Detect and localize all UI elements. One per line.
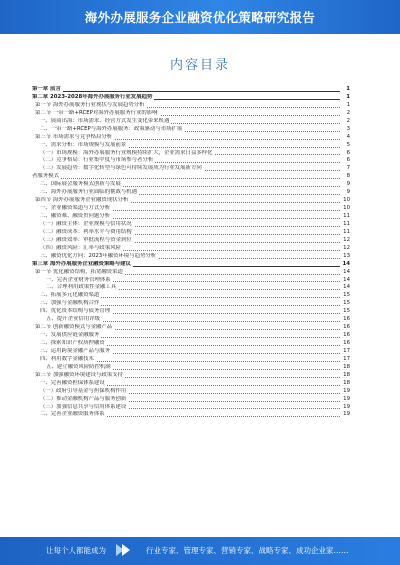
toc-entry-title: （一）政府引导基金与担保机构作用 — [32, 388, 128, 396]
toc-title: 内容目录 — [169, 58, 230, 73]
toc-entry[interactable] — [32, 372, 350, 380]
toc-entry[interactable] — [32, 118, 350, 126]
toc-leader — [32, 91, 340, 92]
toc-page-number: 18 — [340, 380, 350, 388]
toc-entry-title: （二）融资成本：利率水平与费用结构 — [32, 229, 134, 237]
toc-entry-title: （三）发展趋势：数字化转型与绿色可持续发展成为行业发展新方向 — [32, 165, 204, 173]
toc-entry-title: 二、拓展多元化融资渠道 — [32, 292, 101, 300]
toc-entry-title: 五、提升企业信用评级 — [32, 316, 102, 324]
toc-entry[interactable] — [32, 205, 350, 213]
toc-page-number: 16 — [340, 324, 350, 332]
toc-entry[interactable] — [32, 229, 350, 237]
toc-entry-title: 二、国际展会服务模式创新与发展 — [32, 181, 123, 189]
toc-page-number: 11 — [340, 229, 350, 237]
toc-entry-title: 五、建立融资风险防控机制 — [32, 364, 113, 372]
toc-page-number: 18 — [340, 364, 350, 372]
toc-page-number: 10 — [340, 205, 350, 213]
toc-entry-title: 二、探索知识产权质押融资 — [32, 340, 107, 348]
table-of-contents — [32, 86, 350, 419]
toc-entry[interactable] — [32, 324, 350, 332]
toc-entry-title: 二、一带一路+RCEP与海外办展服务：政策驱动与市场扩展 — [32, 126, 184, 134]
toc-entry[interactable] — [32, 300, 350, 308]
toc-entry-title: 第四节 海外办展服务企业融资现状分析 — [32, 197, 130, 205]
toc-entry-title: 者服务模式 — [32, 173, 59, 180]
toc-page-number: 2 — [340, 110, 350, 118]
toc-page-number: 16 — [340, 316, 350, 324]
toc-page-number: 11 — [340, 221, 350, 229]
toc-page-number: 1 — [340, 86, 350, 94]
toc-page-number: 17 — [340, 348, 350, 356]
footer-slogan: 让每个人都能成为 — [46, 546, 106, 555]
toc-entry-title: 一、企业融资渠道与方式分析 — [32, 205, 112, 213]
toc-entry[interactable] — [32, 245, 350, 253]
toc-entry[interactable] — [32, 292, 350, 300]
toc-entry-title: （三）加强信息共享与信用体系建设 — [32, 404, 128, 412]
footer-bar — [0, 537, 400, 565]
toc-page-number: 19 — [340, 404, 350, 412]
toc-entry-title: 一、完善融资担保体系建设 — [32, 380, 107, 388]
toc-entry[interactable] — [32, 348, 350, 356]
toc-entry[interactable] — [32, 181, 350, 189]
footer-tagline: 行业专家、管理专家、营销专家、战略专家、成功企业家…… — [146, 546, 349, 555]
toc-entry[interactable] — [32, 316, 350, 324]
toc-entry[interactable] — [32, 364, 350, 372]
toc-entry[interactable] — [32, 277, 350, 285]
toc-page-number: 14 — [340, 284, 350, 292]
header-bar — [0, 0, 400, 34]
toc-entry[interactable] — [32, 110, 350, 118]
toc-page-number: 16 — [340, 340, 350, 348]
toc-page-number: 12 — [340, 237, 350, 245]
toc-entry[interactable] — [32, 340, 350, 348]
toc-entry[interactable] — [32, 380, 350, 388]
toc-page-number: 6 — [340, 150, 350, 158]
toc-entry[interactable] — [32, 411, 350, 419]
toc-entry-title: 第一章 前言 — [32, 86, 61, 92]
toc-page-number: 19 — [340, 396, 350, 404]
toc-entry-title: （四）融资风险：汇率与政策风险 — [32, 245, 123, 253]
toc-entry-title: 四、利用数字金融技术 — [32, 356, 96, 364]
toc-entry[interactable] — [32, 173, 350, 181]
toc-entry[interactable] — [32, 308, 350, 316]
toc-entry[interactable] — [32, 237, 350, 245]
toc-page-number: 16 — [340, 332, 350, 340]
toc-entry-title: 二、合理利用政策性金融工具 — [32, 284, 118, 292]
toc-entry-title: 第二节 一带一路+RCEP对海外办展服务行业的影响 — [32, 110, 160, 118]
toc-page-number: 19 — [340, 411, 350, 419]
toc-page-number: 14 — [340, 269, 350, 277]
toc-entry-title: （三）融资效率：审批流程与资金到位 — [32, 237, 134, 245]
toc-entry[interactable] — [32, 388, 350, 396]
toc-page-number: 9 — [340, 189, 350, 197]
toc-page-number: 10 — [340, 197, 350, 205]
toc-page-number: 3 — [340, 126, 350, 134]
toc-entry[interactable] — [32, 102, 350, 110]
toc-entry-title: （一）融资主体：企业规模与信用状况 — [32, 221, 134, 229]
toc-entry-title: （二）推动金融机构产品与服务创新 — [32, 396, 128, 404]
toc-page-number: 11 — [340, 213, 350, 221]
toc-page-number: 12 — [340, 245, 350, 253]
toc-entry-title: 二、融资难、融资贵问题分析 — [32, 213, 112, 221]
toc-entry[interactable] — [32, 213, 350, 221]
toc-page-number: 6 — [340, 157, 350, 165]
toc-entry[interactable] — [32, 86, 350, 94]
toc-page-number: 1 — [340, 102, 350, 110]
toc-entry[interactable] — [32, 284, 350, 292]
toc-page-number: 19 — [340, 388, 350, 396]
toc-entry[interactable] — [32, 396, 350, 404]
toc-entry-title: 三、海外办展服务行业面临的挑战与机遇 — [32, 189, 139, 197]
toc-page-number: 9 — [340, 181, 350, 189]
toc-page-number: 2 — [340, 118, 350, 126]
toc-entry[interactable] — [32, 94, 350, 102]
report-title: 海外办展服务企业融资优化策略研究报告 — [84, 10, 316, 25]
toc-entry[interactable] — [32, 269, 350, 277]
toc-entry-title: 一、展商出海：市场需求、经营方式发生变化带来机遇 — [32, 118, 171, 126]
toc-entry[interactable] — [32, 253, 350, 261]
toc-entry-title: 第一节 海外办展服务行业现状与发展趋势分析 — [32, 102, 147, 110]
toc-page-number: 13 — [340, 253, 350, 261]
toc-entry[interactable] — [32, 150, 350, 158]
toc-entry[interactable] — [32, 404, 350, 412]
toc-entry[interactable] — [32, 142, 350, 150]
toc-entry-title: 一、需求分析：市场规模与发展前景 — [32, 142, 128, 150]
toc-entry[interactable] — [32, 197, 350, 205]
toc-page-number: 4 — [340, 134, 350, 142]
arrow-icon — [122, 544, 130, 556]
toc-page-number: 15 — [340, 308, 350, 316]
toc-entry-title: 第一节 优化融资结构，拓宽融资渠道 — [32, 269, 125, 277]
toc-entry[interactable] — [32, 356, 350, 364]
toc-entry-title: 二、完善企业融资服务体系 — [32, 411, 107, 419]
toc-page-number: 17 — [340, 356, 350, 364]
toc-entry-title: 第二章 2023-2028年海外办展服务行业发展趋势 — [32, 93, 153, 100]
toc-entry[interactable] — [32, 165, 350, 173]
toc-page-number: 1 — [340, 94, 350, 102]
toc-entry[interactable] — [32, 221, 350, 229]
toc-entry-title: 第三章 海外办展服务企业融资策略与建议 — [32, 260, 131, 267]
toc-page-number: 14 — [340, 261, 350, 269]
toc-entry-title: （一）市场规模：海外办展服务行业规模持续扩大，企业需求日益多样化 — [32, 150, 215, 158]
toc-entry[interactable] — [32, 189, 350, 197]
toc-entry-title: 四、优化资本结构与债务管理 — [32, 308, 112, 316]
toc-entry-title: 第三节 加强融资环境建设与政策支持 — [32, 372, 125, 380]
toc-entry[interactable] — [32, 332, 350, 340]
toc-entry-title: 三、加强与金融机构合作 — [32, 300, 101, 308]
toc-entry-title: 第三节 市场需求与竞争格局分析 — [32, 134, 114, 142]
toc-page-number: 18 — [340, 372, 350, 380]
toc-entry[interactable] — [32, 134, 350, 142]
toc-entry-title: 三、融资优化方向：2023年融资环境与趋势分析 — [32, 253, 158, 261]
toc-page-number: 15 — [340, 300, 350, 308]
toc-entry[interactable] — [32, 261, 350, 269]
toc-entry-title: 三、运用跨境金融产品与服务 — [32, 348, 112, 356]
toc-entry-title: 一、发展供应链金融服务 — [32, 332, 101, 340]
toc-entry-title: 一、完善企业财务管理体系 — [32, 277, 113, 285]
toc-leader — [32, 178, 340, 179]
toc-page-number: 8 — [340, 173, 350, 181]
toc-page-number: 5 — [340, 142, 350, 150]
toc-entry-title: 第二节 创新融资模式与金融产品 — [32, 324, 114, 332]
toc-page-number: 14 — [340, 277, 350, 285]
toc-entry-title: （二）竞争格局：行业集中度与市场参与者分析 — [32, 157, 155, 165]
toc-page-number: 7 — [340, 165, 350, 173]
toc-entry[interactable] — [32, 126, 350, 134]
toc-page-number: 15 — [340, 292, 350, 300]
toc-entry[interactable] — [32, 157, 350, 165]
